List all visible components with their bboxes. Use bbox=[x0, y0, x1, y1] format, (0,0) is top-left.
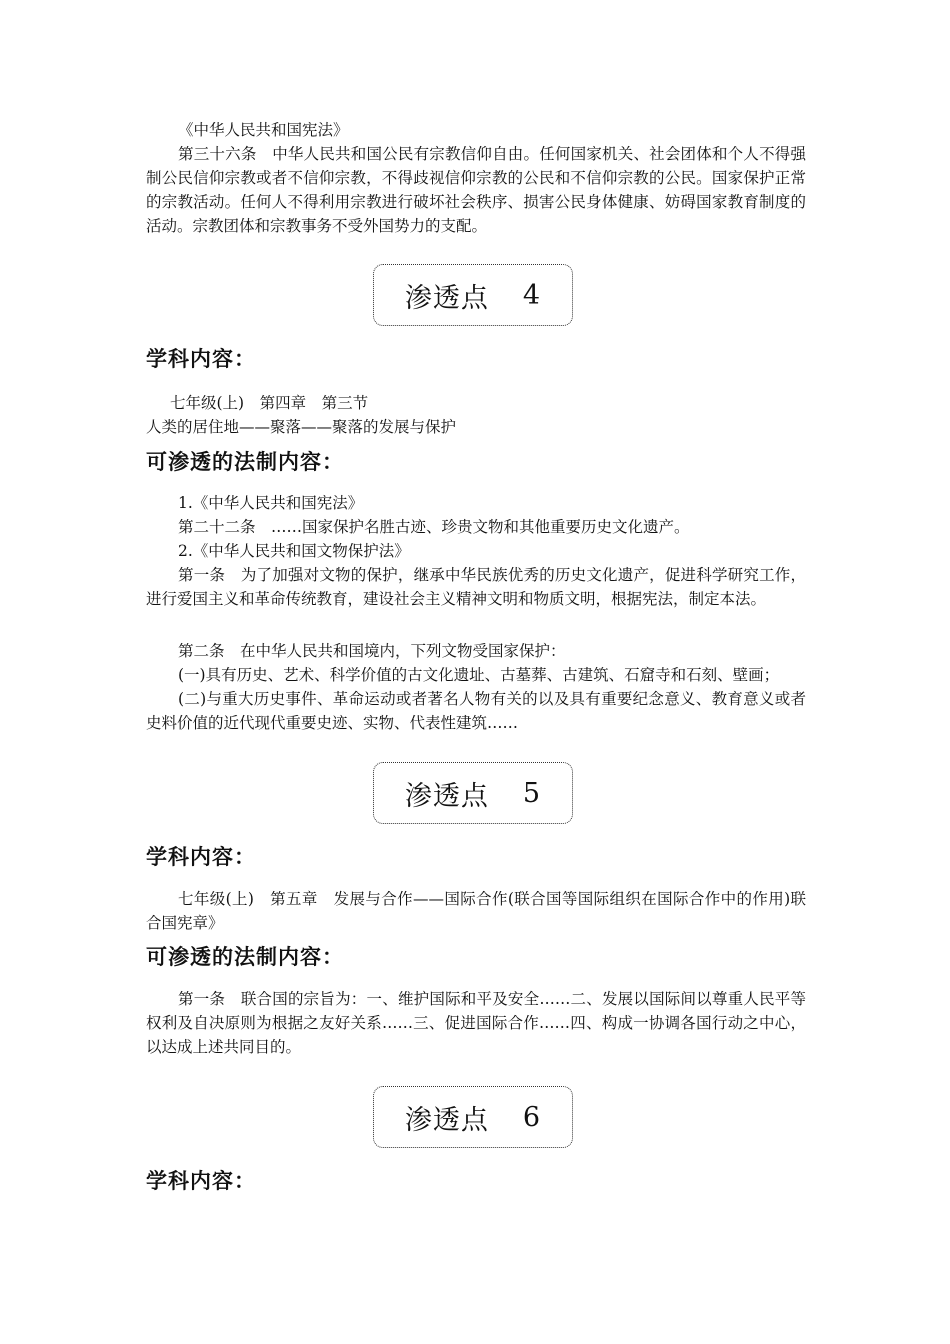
subject-content-heading: 学科内容： bbox=[146, 845, 256, 869]
penetration-point-6-box bbox=[373, 1086, 573, 1148]
legal-content-heading: 可渗透的法制内容： bbox=[146, 945, 344, 969]
clause-2-paragraph: (二)与重大历史事件、革命运动或者著名人物有关的以及具有重要纪念意义、教育意义或者史料价值的近代现代重要史迹、实物、代表性建筑…… bbox=[146, 690, 806, 732]
un-charter-article-paragraph: 第一条 联合国的宗旨为：一、维护国际和平及安全……二、发展以国际间以尊重人民平等权利及自决原则为根据之友好关系……三、促进国际合作……四、构成一协调各国行动之中心，以达成上述共同目的。 bbox=[146, 990, 806, 1056]
subject-line: 人类的居住地——聚落——聚落的发展与保护 bbox=[146, 418, 457, 436]
legal-item-title: 1.《中华人民共和国宪法》 bbox=[178, 494, 364, 512]
subject-line: 七年级(上) 第四章 第三节 bbox=[170, 394, 369, 412]
law-title: 《中华人民共和国宪法》 bbox=[178, 121, 349, 139]
legal-item-title: 2.《中华人民共和国文物保护法》 bbox=[178, 542, 410, 560]
article-2-line: 第二条 在中华人民共和国境内，下列文物受国家保护： bbox=[178, 642, 566, 660]
legal-content-heading: 可渗透的法制内容： bbox=[146, 450, 344, 474]
article-1-paragraph: 第一条 为了加强对文物的保护，继承中华民族优秀的历史文化遗产，促进科学研究工作，进行爱国主义和革命传统教育，建设社会主义精神文明和物质文明，根据宪法，制定本法。 bbox=[146, 566, 806, 608]
box-label: 渗透点 bbox=[404, 780, 489, 812]
box-label: 渗透点 bbox=[404, 282, 489, 314]
box-number: 4 bbox=[522, 279, 542, 311]
box-number: 5 bbox=[522, 777, 542, 809]
subject-content-heading: 学科内容： bbox=[146, 347, 256, 371]
article-36-paragraph: 第三十六条 中华人民共和国公民有宗教信仰自由。任何国家机关、社会团体和个人不得强制公民信仰宗教或者不信仰宗教，不得歧视信仰宗教的公民和不信仰宗教的公民。国家保护正常的宗教活动。任何人不得利用宗教进行破坏社会秩序、损害公民身体健康、妨碍国家教育制度的活动。宗教团体和宗教事务不受外国势力的支配。 bbox=[146, 145, 806, 235]
box-label: 渗透点 bbox=[404, 1104, 489, 1136]
legal-item-text: 第二十二条 ……国家保护名胜古迹、珍贵文物和其他重要历史文化遗产。 bbox=[178, 518, 690, 536]
box-number: 6 bbox=[522, 1101, 542, 1133]
clause-1-line: (一)具有历史、艺术、科学价值的古文化遗址、古墓葬、古建筑、石窟寺和石刻、壁画； bbox=[178, 666, 780, 684]
subject-content-heading: 学科内容： bbox=[146, 1169, 256, 1193]
penetration-point-4-box bbox=[373, 264, 573, 326]
penetration-point-5-box bbox=[373, 762, 573, 824]
subject-paragraph: 七年级(上) 第五章 发展与合作——国际合作(联合国等国际组织在国际合作中的作用)联合国宪章》 bbox=[146, 890, 806, 932]
